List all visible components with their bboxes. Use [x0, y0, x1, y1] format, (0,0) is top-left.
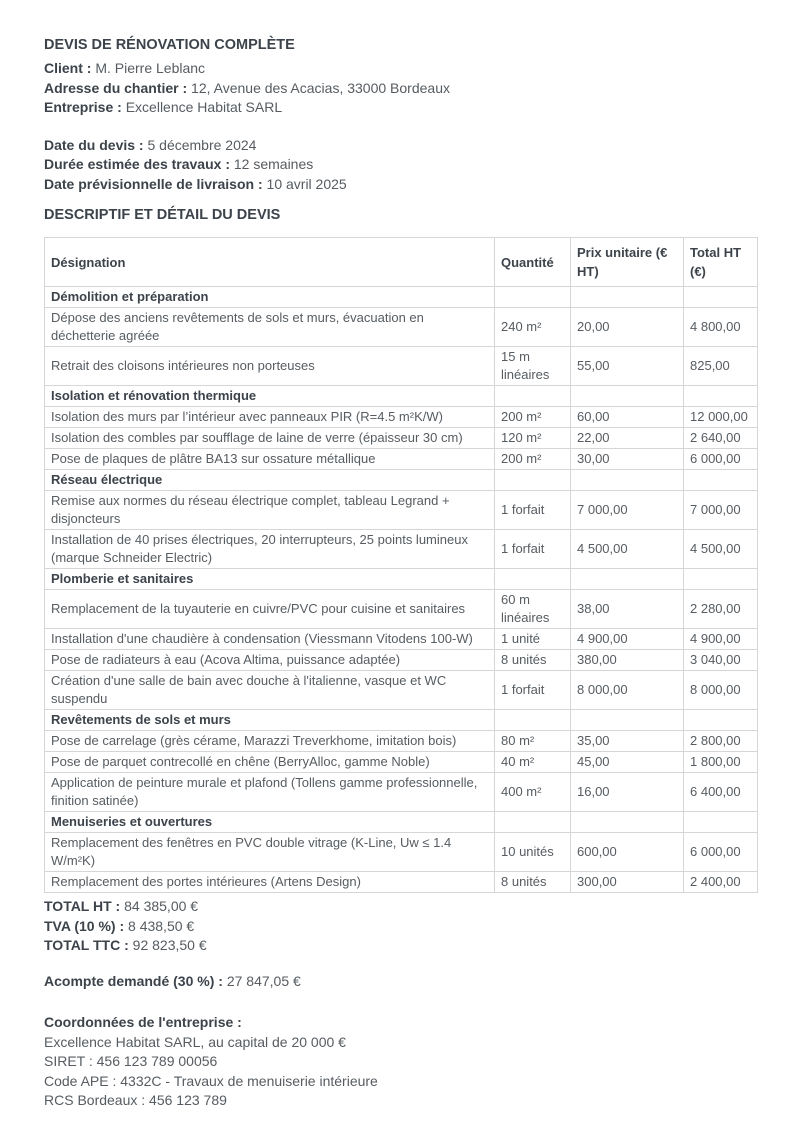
- company-rcs-line: RCS Bordeaux : 456 123 789: [44, 1092, 227, 1108]
- cell-quantity: 1 forfait: [495, 530, 571, 569]
- cell-designation: Création d'une salle de bain avec douche à l'italienne, vasque et WC suspendu: [45, 671, 495, 710]
- cell-unit-price: 38,00: [571, 590, 684, 629]
- table-row: [45, 347, 758, 386]
- table-section-row: [45, 569, 758, 590]
- cell-empty: [684, 710, 758, 731]
- document-title: DEVIS DE RÉNOVATION COMPLÈTE: [44, 37, 295, 53]
- client-label: Client :: [44, 60, 92, 76]
- cell-unit-price: 7 000,00: [571, 491, 684, 530]
- cell-unit-price: 300,00: [571, 872, 684, 893]
- duration-value: 12 semaines: [233, 156, 314, 172]
- total-ttc-label: TOTAL TTC :: [44, 937, 129, 953]
- totals-block: [44, 897, 757, 956]
- column-header-total: Total HT (€): [684, 238, 758, 287]
- cell-quantity: 10 unités: [495, 833, 571, 872]
- cell-unit-price: 30,00: [571, 449, 684, 470]
- cell-designation: Retrait des cloisons intérieures non porteuses: [45, 347, 495, 386]
- cell-total: 4 800,00: [684, 308, 758, 347]
- cell-unit-price: 60,00: [571, 407, 684, 428]
- cell-total: 6 000,00: [684, 449, 758, 470]
- total-ttc-value: 92 823,50 €: [132, 937, 207, 953]
- cell-total: 2 800,00: [684, 731, 758, 752]
- cell-designation: Pose de carrelage (grès cérame, Marazzi Treverkhome, imitation bois): [45, 731, 495, 752]
- delivery-date-value: 10 avril 2025: [266, 175, 347, 192]
- cell-empty: [684, 812, 758, 833]
- cell-designation: Isolation des combles par soufflage de laine de verre (épaisseur 30 cm): [45, 428, 495, 449]
- client-line: [44, 59, 757, 79]
- table-row: [45, 872, 758, 893]
- site-address-label: Adresse du chantier :: [44, 79, 188, 96]
- cell-unit-price: 4 500,00: [571, 530, 684, 569]
- table-row: [45, 449, 758, 470]
- section-title: Démolition et préparation: [45, 287, 495, 308]
- cell-empty: [495, 470, 571, 491]
- company-ape-line: Code APE : 4332C - Travaux de menuiserie intérieure: [44, 1072, 378, 1089]
- cell-unit-price: 22,00: [571, 428, 684, 449]
- column-header-quantity: Quantité: [495, 238, 571, 287]
- cell-quantity: 15 m linéaires: [495, 347, 571, 386]
- cell-empty: [571, 710, 684, 731]
- table-row: [45, 671, 758, 710]
- cell-quantity: 60 m linéaires: [495, 590, 571, 629]
- cell-designation: Installation de 40 prises électriques, 20 interrupteurs, 25 points lumineux (marque Schneider Electric): [45, 530, 495, 569]
- table-section-row: [45, 470, 758, 491]
- deposit-line: [44, 972, 757, 992]
- cell-total: 2 400,00: [684, 872, 758, 893]
- deposit-value: 27 847,05 €: [226, 972, 301, 989]
- dates-block: [44, 136, 757, 195]
- cell-quantity: 8 unités: [495, 872, 571, 893]
- cell-designation: Installation d'une chaudière à condensation (Viessmann Vitodens 100-W): [45, 629, 495, 650]
- cell-designation: Remplacement des portes intérieures (Artens Design): [45, 872, 495, 893]
- cell-quantity: 40 m²: [495, 752, 571, 773]
- duration-label: Durée estimée des travaux :: [44, 156, 230, 172]
- cell-empty: [495, 812, 571, 833]
- table-row: [45, 308, 758, 347]
- section-title: Isolation et rénovation thermique: [45, 386, 495, 407]
- section-title: Réseau électrique: [45, 470, 495, 491]
- cell-unit-price: 45,00: [571, 752, 684, 773]
- company-details-heading: Coordonnées de l'entreprise :: [44, 1014, 242, 1030]
- delivery-date-label: Date prévisionnelle de livraison :: [44, 175, 263, 192]
- cell-designation: Remplacement de la tuyauterie en cuivre/PVC pour cuisine et sanitaires: [45, 590, 495, 629]
- cell-total: 4 900,00: [684, 629, 758, 650]
- cell-quantity: 8 unités: [495, 650, 571, 671]
- tva-label: TVA (10 %) :: [44, 917, 125, 934]
- company-value: Excellence Habitat SARL: [125, 99, 283, 115]
- cell-quantity: 400 m²: [495, 773, 571, 812]
- total-ht-line: [44, 897, 757, 917]
- total-ttc-line: [44, 936, 757, 956]
- cell-empty: [684, 386, 758, 407]
- company-capital-line: Excellence Habitat SARL, au capital de 20 000 €: [44, 1033, 346, 1050]
- cell-designation: Pose de radiateurs à eau (Acova Altima, puissance adaptée): [45, 650, 495, 671]
- duration-line: [44, 155, 757, 175]
- cell-total: 3 040,00: [684, 650, 758, 671]
- table-section-row: [45, 812, 758, 833]
- table-row: [45, 491, 758, 530]
- table-row: [45, 833, 758, 872]
- quote-date-value: 5 décembre 2024: [147, 136, 257, 153]
- site-address-value: 12, Avenue des Acacias, 33000 Bordeaux: [191, 79, 450, 96]
- cell-unit-price: 16,00: [571, 773, 684, 812]
- table-row: [45, 650, 758, 671]
- table-section-row: [45, 287, 758, 308]
- cell-total: 2 280,00: [684, 590, 758, 629]
- cell-empty: [495, 287, 571, 308]
- quote-date-line: [44, 136, 757, 156]
- detail-section-heading: DESCRIPTIF ET DÉTAIL DU DEVIS: [44, 207, 281, 223]
- column-header-designation: Désignation: [45, 238, 495, 287]
- tva-line: [44, 917, 757, 937]
- table-row: [45, 731, 758, 752]
- section-title: Plomberie et sanitaires: [45, 569, 495, 590]
- table-section-row: [45, 386, 758, 407]
- cell-total: 1 800,00: [684, 752, 758, 773]
- table-row: [45, 590, 758, 629]
- tva-value: 8 438,50 €: [128, 917, 195, 934]
- cell-total: 4 500,00: [684, 530, 758, 569]
- table-row: [45, 629, 758, 650]
- cell-empty: [684, 287, 758, 308]
- section-title: Revêtements de sols et murs: [45, 710, 495, 731]
- table-section-row: [45, 710, 758, 731]
- cell-empty: [571, 287, 684, 308]
- cell-total: 6 000,00: [684, 833, 758, 872]
- cell-quantity: 200 m²: [495, 407, 571, 428]
- column-header-unit-price: Prix unitaire (€ HT): [571, 238, 684, 287]
- delivery-date-line: [44, 175, 757, 195]
- quote-table: [44, 237, 758, 893]
- cell-designation: Remplacement des fenêtres en PVC double vitrage (K-Line, Uw ≤ 1.4 W/m²K): [45, 833, 495, 872]
- deposit-label: Acompte demandé (30 %) :: [44, 972, 223, 989]
- quote-date-label: Date du devis :: [44, 136, 144, 153]
- cell-quantity: 1 forfait: [495, 491, 571, 530]
- cell-empty: [495, 569, 571, 590]
- cell-unit-price: 35,00: [571, 731, 684, 752]
- cell-empty: [684, 470, 758, 491]
- cell-empty: [571, 386, 684, 407]
- cell-total: 6 400,00: [684, 773, 758, 812]
- table-header-row: [45, 238, 758, 287]
- total-ht-value: 84 385,00 €: [124, 898, 199, 914]
- cell-total: 8 000,00: [684, 671, 758, 710]
- table-row: [45, 530, 758, 569]
- cell-quantity: 240 m²: [495, 308, 571, 347]
- cell-empty: [571, 812, 684, 833]
- cell-unit-price: 55,00: [571, 347, 684, 386]
- cell-total: 2 640,00: [684, 428, 758, 449]
- site-address-line: [44, 79, 757, 99]
- cell-quantity: 200 m²: [495, 449, 571, 470]
- cell-unit-price: 20,00: [571, 308, 684, 347]
- cell-empty: [571, 569, 684, 590]
- section-title: Menuiseries et ouvertures: [45, 812, 495, 833]
- company-line: [44, 98, 757, 118]
- company-siret-line: SIRET : 456 123 789 00056: [44, 1053, 218, 1069]
- client-info-block: [44, 59, 757, 118]
- cell-quantity: 120 m²: [495, 428, 571, 449]
- cell-quantity: 80 m²: [495, 731, 571, 752]
- table-row: [45, 428, 758, 449]
- cell-designation: Remise aux normes du réseau électrique complet, tableau Legrand + disjoncteurs: [45, 491, 495, 530]
- cell-unit-price: 8 000,00: [571, 671, 684, 710]
- cell-unit-price: 4 900,00: [571, 629, 684, 650]
- cell-empty: [495, 386, 571, 407]
- table-row: [45, 752, 758, 773]
- client-value: M. Pierre Leblanc: [95, 60, 206, 76]
- company-label: Entreprise :: [44, 99, 122, 115]
- cell-designation: Pose de plaques de plâtre BA13 sur ossature métallique: [45, 449, 495, 470]
- cell-total: 825,00: [684, 347, 758, 386]
- cell-unit-price: 600,00: [571, 833, 684, 872]
- cell-designation: Application de peinture murale et plafond (Tollens gamme professionnelle, finition satinée): [45, 773, 495, 812]
- total-ht-label: TOTAL HT :: [44, 898, 121, 914]
- cell-empty: [495, 710, 571, 731]
- cell-empty: [684, 569, 758, 590]
- cell-designation: Dépose des anciens revêtements de sols et murs, évacuation en déchetterie agréée: [45, 308, 495, 347]
- table-row: [45, 407, 758, 428]
- cell-designation: Pose de parquet contrecollé en chêne (BerryAlloc, gamme Noble): [45, 752, 495, 773]
- cell-empty: [571, 470, 684, 491]
- cell-designation: Isolation des murs par l’intérieur avec panneaux PIR (R=4.5 m²K/W): [45, 407, 495, 428]
- cell-total: 7 000,00: [684, 491, 758, 530]
- cell-total: 12 000,00: [684, 407, 758, 428]
- company-details-block: [44, 1013, 757, 1111]
- table-row: [45, 773, 758, 812]
- cell-quantity: 1 forfait: [495, 671, 571, 710]
- cell-quantity: 1 unité: [495, 629, 571, 650]
- cell-unit-price: 380,00: [571, 650, 684, 671]
